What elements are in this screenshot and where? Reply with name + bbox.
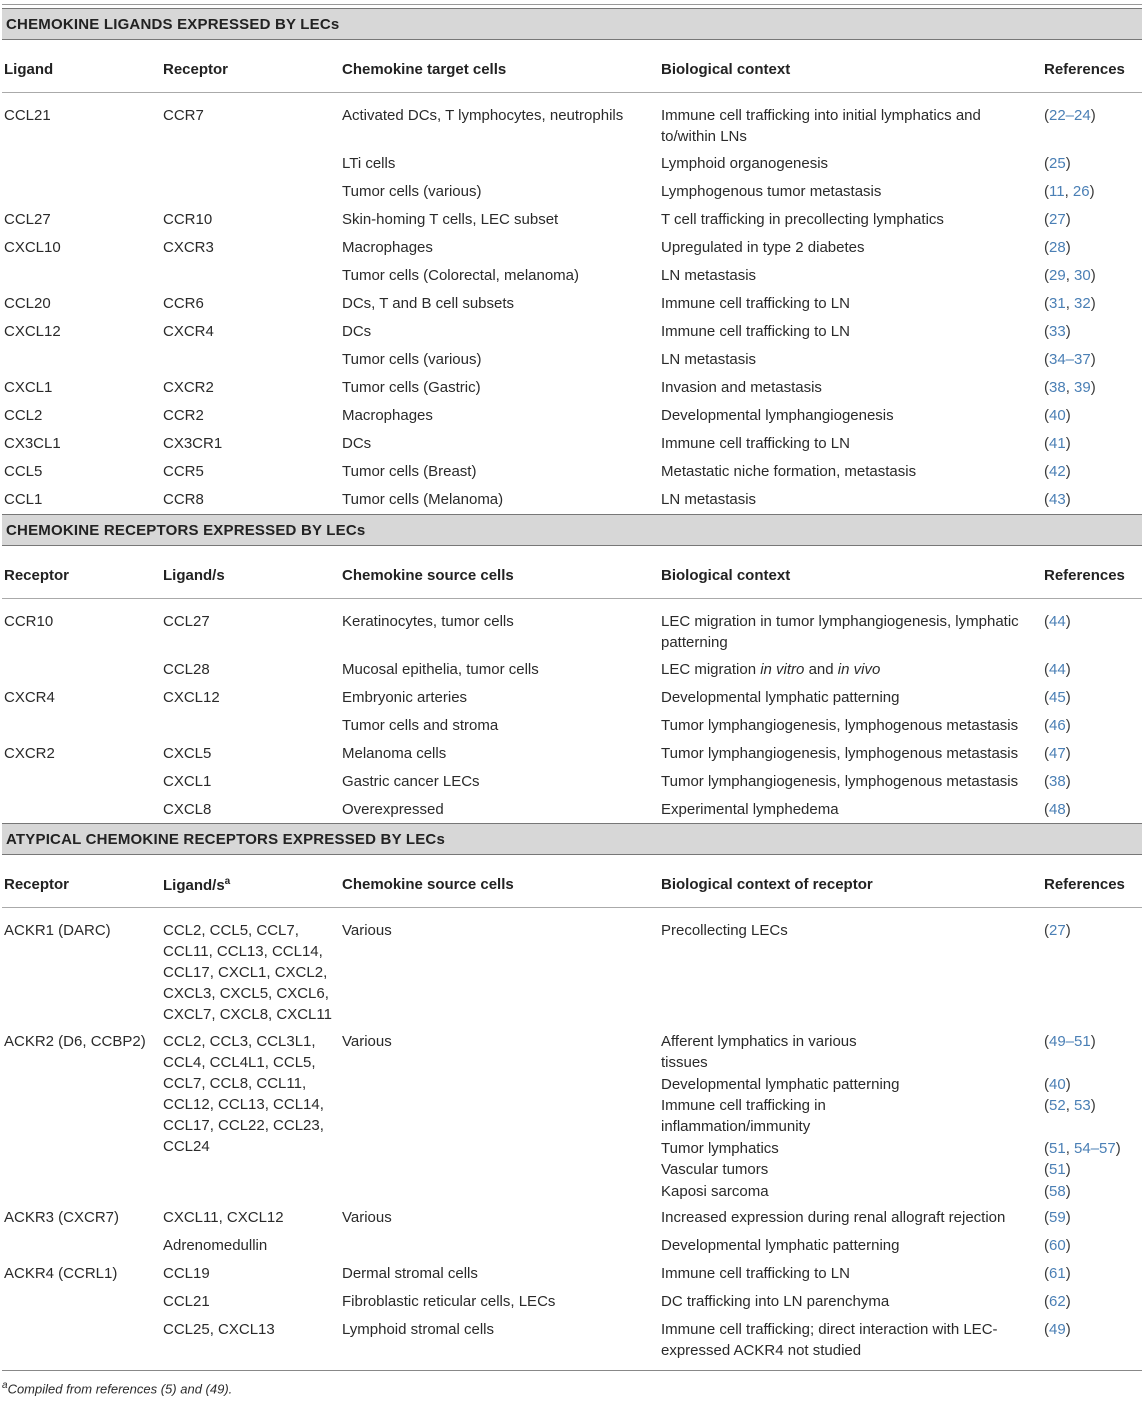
cell: Macrophages bbox=[342, 239, 433, 256]
cell: CCL27 bbox=[163, 613, 210, 630]
section-band-ligands bbox=[2, 8, 1142, 40]
cell: LEC migration in vitro and in vivo bbox=[661, 661, 881, 678]
cell: CCL25, CXCL13 bbox=[163, 1321, 275, 1338]
reference-link[interactable]: (27) bbox=[1044, 922, 1071, 939]
header-rule bbox=[2, 598, 1142, 599]
section-title: CHEMOKINE RECEPTORS EXPRESSED BY LECs bbox=[6, 522, 366, 539]
header-rule bbox=[2, 907, 1142, 908]
footnote-marker: a bbox=[2, 1380, 8, 1391]
cell: CXCR2 bbox=[4, 745, 55, 762]
cell: Increased expression during renal allograft rejection bbox=[661, 1209, 1006, 1226]
col-header: Chemokine source cells bbox=[342, 876, 514, 893]
reference-link[interactable]: (33) bbox=[1044, 323, 1071, 340]
reference-link[interactable]: (59) bbox=[1044, 1209, 1071, 1226]
cell: Tumor cells (Gastric) bbox=[342, 379, 481, 396]
col-header-text: Ligand/s bbox=[163, 877, 225, 894]
footnote bbox=[2, 1380, 232, 1396]
cell: CXCL12 bbox=[163, 689, 220, 706]
cell: Developmental lymphangiogenesis bbox=[661, 407, 894, 424]
cell: Fibroblastic reticular cells, LECs bbox=[342, 1293, 556, 1310]
cell: CCL21 bbox=[4, 107, 51, 124]
cell: DCs bbox=[342, 435, 372, 452]
cell: CX3CL1 bbox=[4, 435, 61, 452]
col-header: Receptor bbox=[163, 61, 229, 78]
cell: Experimental lymphedema bbox=[661, 801, 839, 818]
cell: Various bbox=[342, 1033, 392, 1050]
reference-link[interactable]: (48) bbox=[1044, 801, 1071, 818]
cell: CXCL5 bbox=[163, 745, 212, 762]
cell: CCR7 bbox=[163, 107, 204, 124]
footnote-marker: a bbox=[224, 876, 231, 887]
cell: Skin-homing T cells, LEC subset bbox=[342, 211, 559, 228]
cell: CCR5 bbox=[163, 463, 204, 480]
cell: LN metastasis bbox=[661, 267, 757, 284]
col-header: Biological context bbox=[661, 61, 791, 78]
cell: Tumor lymphangiogenesis, lymphogenous metastasis bbox=[661, 773, 1019, 790]
cell: Macrophages bbox=[342, 407, 433, 424]
cell: Tumor lymphangiogenesis, lymphogenous metastasis bbox=[661, 717, 1019, 734]
cell: Upregulated in type 2 diabetes bbox=[661, 239, 865, 256]
reference-link[interactable]: (44) bbox=[1044, 661, 1071, 678]
reference-link[interactable]: (43) bbox=[1044, 491, 1071, 508]
cell: Tumor cells and stroma bbox=[342, 717, 499, 734]
cell: CCL20 bbox=[4, 295, 51, 312]
reference-link[interactable]: (22–24) bbox=[1044, 107, 1096, 124]
cell: Afferent lymphatics in various tissues bbox=[661, 1033, 857, 1071]
header-rule bbox=[2, 92, 1142, 93]
reference-link[interactable]: (28) bbox=[1044, 239, 1071, 256]
footnote-text: Compiled from references (5) and (49). bbox=[7, 1381, 233, 1397]
reference-link[interactable]: (46) bbox=[1044, 717, 1071, 734]
reference-link[interactable]: (61) bbox=[1044, 1265, 1071, 1282]
cell: Dermal stromal cells bbox=[342, 1265, 478, 1282]
reference-link[interactable]: (52, 53) bbox=[1044, 1097, 1096, 1114]
cell: CCR6 bbox=[163, 295, 204, 312]
cell: ACKR2 (D6, CCBP2) bbox=[4, 1033, 146, 1050]
cell: CXCR2 bbox=[163, 379, 214, 396]
cell: DC trafficking into LN parenchyma bbox=[661, 1293, 890, 1310]
cell: CCL5 bbox=[4, 463, 43, 480]
cell: Lymphoid stromal cells bbox=[342, 1321, 494, 1338]
cell: Various bbox=[342, 1209, 392, 1226]
cell: Tumor cells (various) bbox=[342, 183, 482, 200]
col-header: Ligand/s bbox=[163, 567, 225, 584]
cell: ACKR4 (CCRL1) bbox=[4, 1265, 118, 1282]
cell: CXCR4 bbox=[4, 689, 55, 706]
reference-link[interactable]: (11, 26) bbox=[1044, 183, 1095, 200]
section-title: ATYPICAL CHEMOKINE RECEPTORS EXPRESSED BY LECs bbox=[6, 831, 446, 848]
cell: Immune cell trafficking to LN bbox=[661, 295, 850, 312]
cell: CXCL12 bbox=[4, 323, 61, 340]
cell: Immune cell trafficking to LN bbox=[661, 1265, 850, 1282]
cell: ACKR3 (CXCR7) bbox=[4, 1209, 120, 1226]
col-header: Biological context bbox=[661, 567, 791, 584]
reference-link[interactable]: (29, 30) bbox=[1044, 267, 1096, 284]
cell: Vascular tumors bbox=[661, 1161, 769, 1178]
reference-link[interactable]: (60) bbox=[1044, 1237, 1071, 1254]
cell: Tumor cells (Colorectal, melanoma) bbox=[342, 267, 580, 284]
cell: Lymphoid organogenesis bbox=[661, 155, 829, 172]
cell: Immune cell trafficking in inflammation/immunity bbox=[661, 1097, 826, 1135]
reference-link[interactable]: (40) bbox=[1044, 1076, 1071, 1093]
section-band-receptors bbox=[2, 514, 1142, 546]
cell: Metastatic niche formation, metastasis bbox=[661, 463, 917, 480]
cell: CCL2 bbox=[4, 407, 43, 424]
cell: CXCL8 bbox=[163, 801, 212, 818]
reference-link[interactable]: (38, 39) bbox=[1044, 379, 1096, 396]
reference-link[interactable]: (47) bbox=[1044, 745, 1071, 762]
cell: CCL27 bbox=[4, 211, 51, 228]
cell: Overexpressed bbox=[342, 801, 444, 818]
cell: Mucosal epithelia, tumor cells bbox=[342, 661, 539, 678]
cell: Tumor cells (Breast) bbox=[342, 463, 477, 480]
reference-link[interactable]: (41) bbox=[1044, 435, 1071, 452]
col-header: Ligand bbox=[4, 61, 54, 78]
cell: CCL2, CCL5, CCL7, CCL11, CCL13, CCL14, CCL17, CXCL1, CXCL2, CXCL3, CXCL5, CXCL6, CXCL7, CXCL8, CXCL11 bbox=[163, 922, 332, 1023]
reference-link[interactable]: (25) bbox=[1044, 155, 1071, 172]
reference-link[interactable]: (34–37) bbox=[1044, 351, 1096, 368]
cell: Kaposi sarcoma bbox=[661, 1183, 769, 1200]
cell: CCL19 bbox=[163, 1265, 210, 1282]
reference-link[interactable]: (44) bbox=[1044, 613, 1071, 630]
section-title: CHEMOKINE LIGANDS EXPRESSED BY LECs bbox=[6, 16, 340, 33]
reference-link[interactable]: (49) bbox=[1044, 1321, 1071, 1338]
cell: CCR2 bbox=[163, 407, 204, 424]
col-header: Chemokine source cells bbox=[342, 567, 514, 584]
cell: Tumor lymphangiogenesis, lymphogenous metastasis bbox=[661, 745, 1019, 762]
col-header: Receptor bbox=[4, 567, 70, 584]
cell: ACKR1 (DARC) bbox=[4, 922, 111, 939]
cell: CCL2, CCL3, CCL3L1, CCL4, CCL4L1, CCL5, CCL7, CCL8, CCL11, CCL12, CCL13, CCL14, CCL17, CCL22, CCL23, CCL24 bbox=[163, 1033, 324, 1155]
cell: CCL1 bbox=[4, 491, 43, 508]
cell: Developmental lymphatic patterning bbox=[661, 1237, 900, 1254]
cell: Immune cell trafficking into initial lymphatics and to/within LNs bbox=[661, 107, 981, 145]
cell: CXCR3 bbox=[163, 239, 214, 256]
cell: CCL28 bbox=[163, 661, 210, 678]
cell: LN metastasis bbox=[661, 351, 757, 368]
cell: Lymphogenous tumor metastasis bbox=[661, 183, 882, 200]
cell: Keratinocytes, tumor cells bbox=[342, 613, 514, 630]
cell: Immune cell trafficking to LN bbox=[661, 323, 850, 340]
cell: Tumor lymphatics bbox=[661, 1140, 779, 1157]
col-header: References bbox=[1044, 61, 1125, 78]
cell: CCL21 bbox=[163, 1293, 210, 1310]
reference-link[interactable]: (51, 54–57) bbox=[1044, 1140, 1121, 1157]
cell: CCR10 bbox=[163, 211, 213, 228]
reference-link[interactable]: (40) bbox=[1044, 407, 1071, 424]
reference-link[interactable]: (27) bbox=[1044, 211, 1071, 228]
cell: Melanoma cells bbox=[342, 745, 447, 762]
cell: Invasion and metastasis bbox=[661, 379, 822, 396]
cell: Tumor cells (various) bbox=[342, 351, 482, 368]
cell: CCR8 bbox=[163, 491, 204, 508]
cell: Developmental lymphatic patterning bbox=[661, 689, 900, 706]
reference-link[interactable]: (31, 32) bbox=[1044, 295, 1096, 312]
cell: Tumor cells (Melanoma) bbox=[342, 491, 504, 508]
cell: CXCL1 bbox=[4, 379, 53, 396]
cell: CX3CR1 bbox=[163, 435, 223, 452]
reference-link[interactable]: (45) bbox=[1044, 689, 1071, 706]
col-header: Chemokine target cells bbox=[342, 61, 507, 78]
cell: Immune cell trafficking; direct interaction with LEC-expressed ACKR4 not studied bbox=[661, 1321, 998, 1359]
reference-link[interactable]: (51) bbox=[1044, 1161, 1071, 1178]
col-header: Biological context of receptor bbox=[661, 876, 873, 893]
reference-link[interactable]: (42) bbox=[1044, 463, 1071, 480]
cell: LTi cells bbox=[342, 155, 396, 172]
cell: LEC migration in tumor lymphangiogenesis, lymphatic patterning bbox=[661, 613, 1019, 651]
cell: Various bbox=[342, 922, 392, 939]
cell: Developmental lymphatic patterning bbox=[661, 1076, 900, 1093]
col-header: References bbox=[1044, 876, 1125, 893]
col-header-ligands bbox=[163, 876, 230, 894]
col-header: Receptor bbox=[4, 876, 70, 893]
cell: Precollecting LECs bbox=[661, 922, 788, 939]
cell: Adrenomedullin bbox=[163, 1237, 268, 1254]
cell: Activated DCs, T lymphocytes, neutrophils bbox=[342, 107, 624, 124]
cell: DCs, T and B cell subsets bbox=[342, 295, 515, 312]
section-band-atypical bbox=[2, 823, 1142, 855]
cell: CXCR4 bbox=[163, 323, 214, 340]
cell: CXCL11, CXCL12 bbox=[163, 1209, 284, 1226]
cell: DCs bbox=[342, 323, 372, 340]
cell: CCR10 bbox=[4, 613, 54, 630]
reference-link[interactable]: (49–51) bbox=[1044, 1033, 1096, 1050]
cell: CXCL1 bbox=[163, 773, 212, 790]
cell: T cell trafficking in precollecting lymphatics bbox=[661, 211, 944, 228]
reference-link[interactable]: (58) bbox=[1044, 1183, 1071, 1200]
cell: Immune cell trafficking to LN bbox=[661, 435, 850, 452]
col-header: References bbox=[1044, 567, 1125, 584]
reference-link[interactable]: (62) bbox=[1044, 1293, 1071, 1310]
bottom-rule bbox=[2, 1370, 1142, 1371]
reference-link[interactable]: (38) bbox=[1044, 773, 1071, 790]
cell: LN metastasis bbox=[661, 491, 757, 508]
top-rule bbox=[2, 4, 1142, 5]
cell: Embryonic arteries bbox=[342, 689, 468, 706]
cell: Gastric cancer LECs bbox=[342, 773, 480, 790]
cell: CXCL10 bbox=[4, 239, 61, 256]
